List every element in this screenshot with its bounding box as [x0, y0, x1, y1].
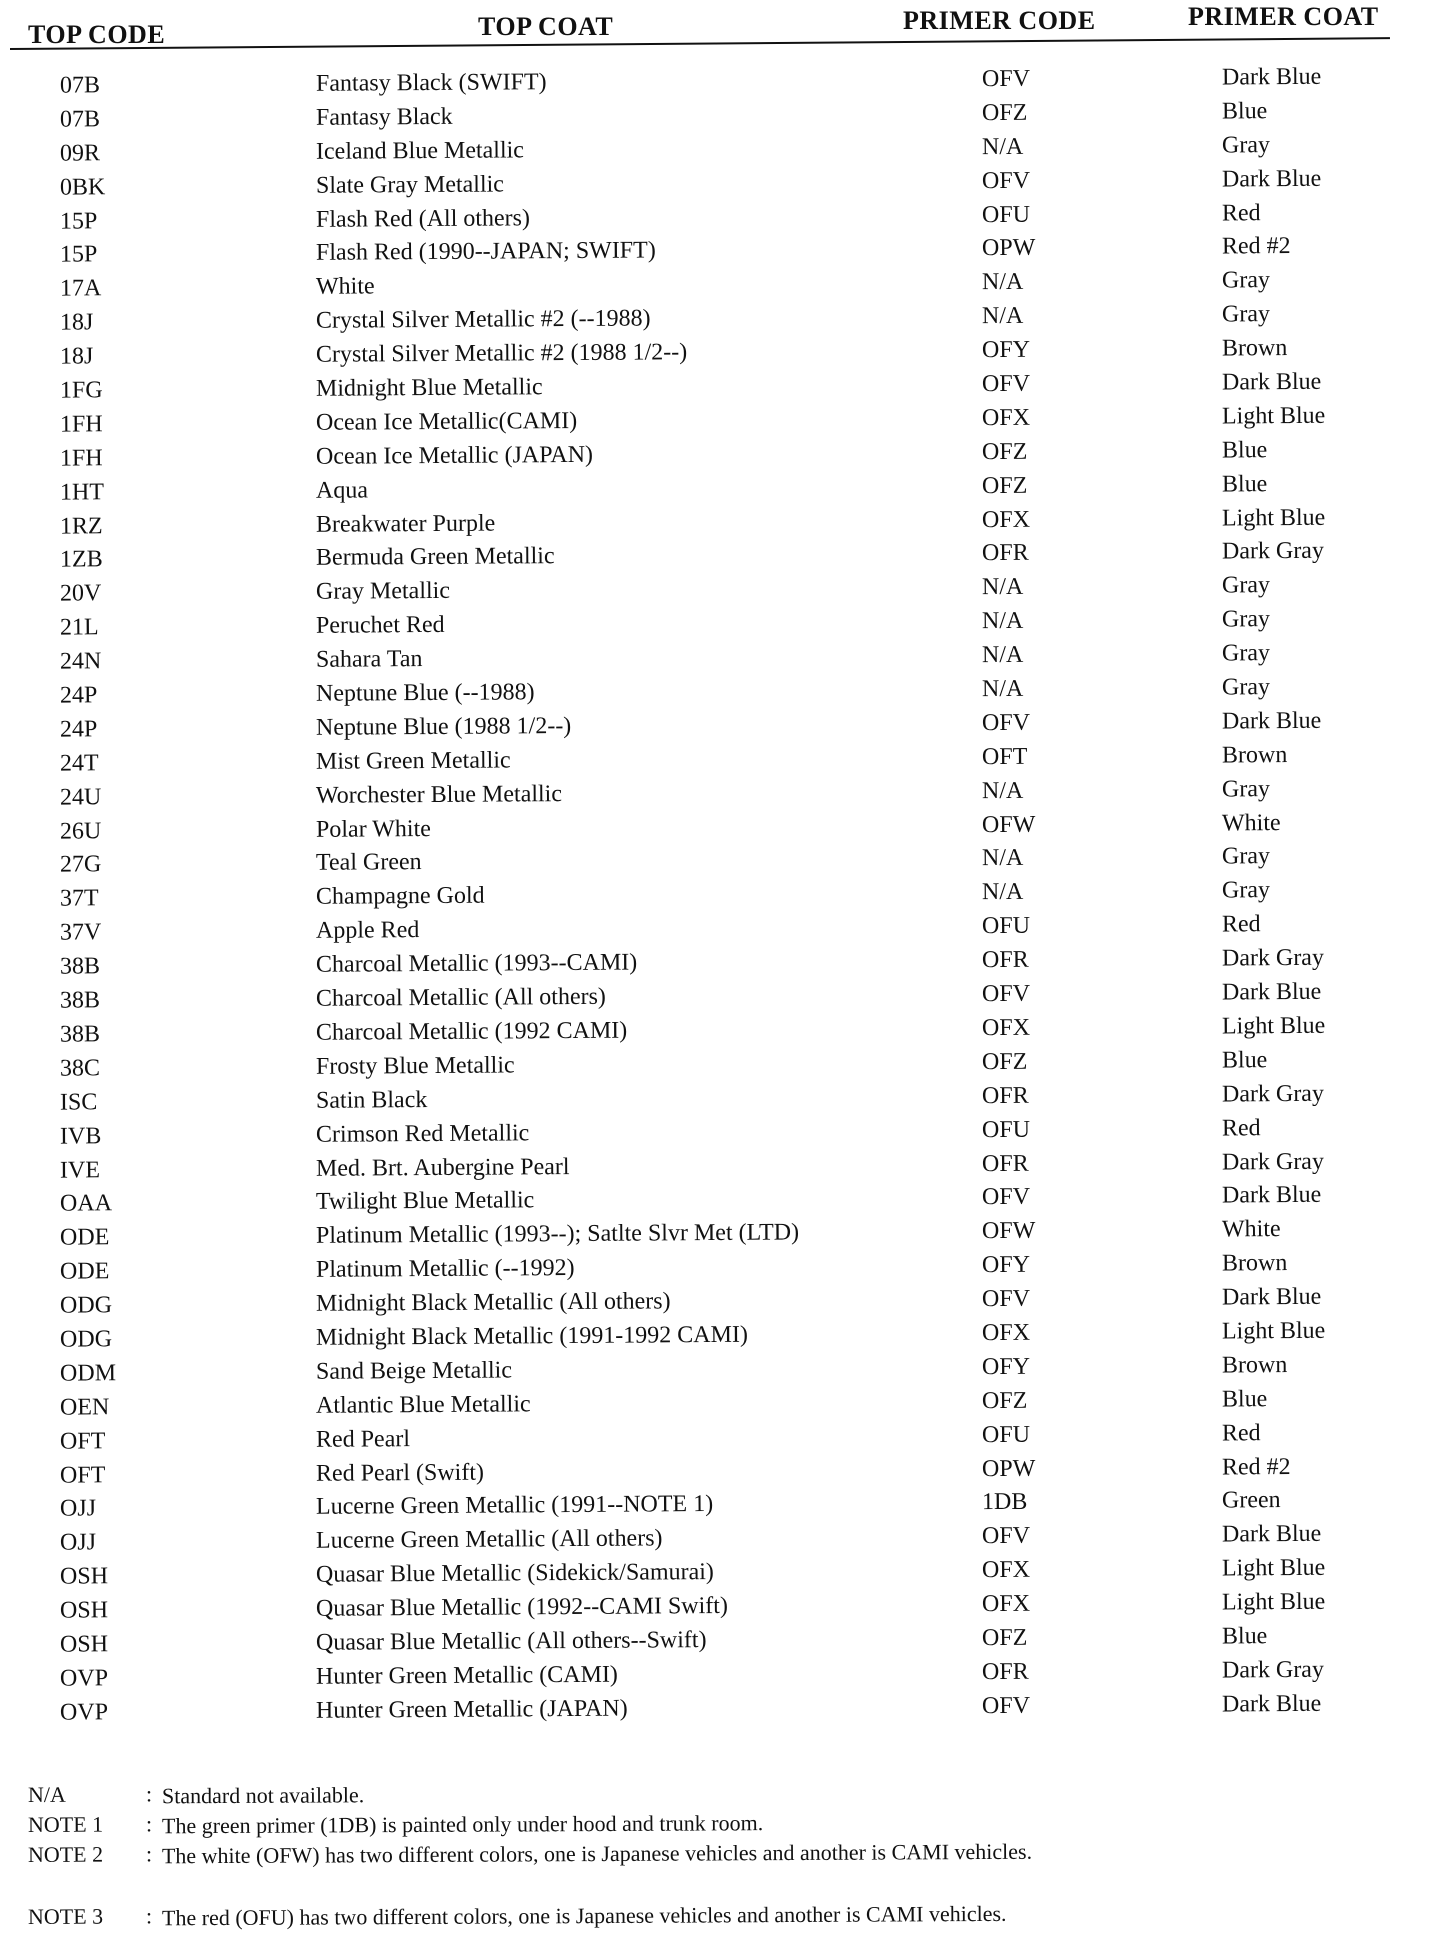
- cell-top-coat: Midnight Blue Metallic: [315, 374, 543, 402]
- cell-primer-coat: Dark Blue: [1221, 1283, 1322, 1311]
- cell-top-coat: Midnight Black Metallic (All others): [315, 1288, 671, 1317]
- cell-top-code: OFT: [59, 1461, 106, 1489]
- cell-top-code: 1HT: [59, 478, 105, 506]
- cell-primer-coat: Gray: [1221, 572, 1271, 599]
- cell-primer-code: OFY: [981, 1353, 1031, 1380]
- cell-primer-coat: Gray: [1221, 843, 1271, 870]
- cell-top-coat: Crystal Silver Metallic #2 (--1988): [315, 305, 651, 335]
- cell-primer-code: OFX: [981, 1014, 1031, 1042]
- cell-primer-code: OFV: [981, 370, 1031, 398]
- cell-primer-code: OPW: [981, 235, 1036, 262]
- cell-top-coat: Sahara Tan: [315, 646, 423, 673]
- cell-top-code: 37T: [59, 885, 99, 912]
- cell-primer-code: 1DB: [981, 1489, 1028, 1516]
- cell-top-code: 21L: [59, 614, 99, 641]
- cell-top-coat: Polar White: [315, 815, 431, 843]
- cell-top-coat: Neptune Blue (1988 1/2--): [315, 712, 572, 741]
- legend-separator: :: [145, 1811, 153, 1837]
- cell-primer-coat: Brown: [1221, 741, 1288, 769]
- cell-top-coat: Atlantic Blue Metallic: [315, 1391, 531, 1419]
- cell-primer-coat: Light Blue: [1221, 402, 1326, 430]
- legend-text: Standard not available.: [161, 1782, 365, 1809]
- cell-primer-code: OFV: [981, 1285, 1031, 1313]
- cell-primer-code: OFY: [981, 1251, 1031, 1279]
- cell-primer-coat: Dark Blue: [1221, 165, 1322, 193]
- cell-top-code: 24T: [59, 750, 99, 777]
- cell-primer-coat: Blue: [1221, 1046, 1268, 1074]
- cell-primer-code: OFW: [981, 811, 1036, 838]
- cell-top-coat: Gray Metallic: [315, 578, 451, 606]
- cell-top-code: 27G: [59, 851, 102, 879]
- cell-top-code: OSH: [59, 1597, 109, 1624]
- cell-primer-code: OFR: [981, 540, 1029, 567]
- cell-primer-code: OFW: [981, 1218, 1036, 1245]
- cell-top-code: 07B: [59, 106, 101, 133]
- cell-primer-code: OFR: [981, 1658, 1029, 1686]
- cell-top-code: 38C: [59, 1055, 101, 1082]
- cell-top-code: 37V: [59, 919, 102, 946]
- cell-top-code: 38B: [59, 987, 101, 1014]
- cell-primer-coat: Light Blue: [1221, 1317, 1326, 1345]
- legend-key: NOTE 1: [27, 1811, 104, 1837]
- cell-top-coat: Red Pearl: [315, 1425, 411, 1453]
- cell-top-code: ODG: [59, 1326, 113, 1353]
- cell-primer-coat: Light Blue: [1221, 1588, 1326, 1616]
- cell-primer-coat: Dark Blue: [1221, 707, 1322, 735]
- legend-key: NOTE 3: [27, 1903, 104, 1929]
- cell-primer-coat: Blue: [1221, 1385, 1268, 1413]
- header-primer-coat: PRIMER COAT: [1188, 2, 1379, 31]
- cell-top-code: OJJ: [59, 1495, 97, 1522]
- cell-top-code: OAA: [59, 1190, 113, 1217]
- cell-top-code: IVE: [59, 1156, 101, 1184]
- cell-primer-coat: Blue: [1221, 98, 1268, 125]
- cell-primer-coat: Dark Gray: [1221, 1656, 1325, 1684]
- cell-top-code: 17A: [59, 275, 102, 302]
- cell-top-code: 38B: [59, 1021, 101, 1048]
- cell-top-code: 24P: [59, 682, 98, 709]
- cell-top-code: 18J: [59, 309, 94, 336]
- cell-top-code: 38B: [59, 953, 101, 980]
- cell-primer-coat: Dark Blue: [1221, 1690, 1322, 1718]
- cell-top-coat: Apple Red: [315, 917, 420, 945]
- cell-top-code: ODG: [59, 1292, 113, 1319]
- cell-primer-coat: Gray: [1221, 674, 1271, 701]
- cell-primer-code: N/A: [981, 303, 1024, 330]
- cell-top-coat: Neptune Blue (--1988): [315, 679, 535, 707]
- cell-primer-coat: Light Blue: [1221, 1554, 1326, 1582]
- cell-primer-coat: Dark Blue: [1221, 978, 1322, 1006]
- cell-top-coat: Slate Gray Metallic: [315, 171, 505, 199]
- cell-top-coat: Frosty Blue Metallic: [315, 1052, 515, 1080]
- cell-top-coat: Bermuda Green Metallic: [315, 543, 555, 572]
- cell-primer-code: OFV: [981, 709, 1031, 737]
- cell-primer-coat: Dark Blue: [1221, 1182, 1322, 1209]
- cell-primer-code: OFV: [981, 1184, 1031, 1211]
- cell-primer-coat: Brown: [1221, 335, 1288, 362]
- cell-primer-coat: Red: [1221, 1419, 1261, 1447]
- cell-top-code: 1RZ: [59, 512, 103, 540]
- legend-separator: :: [145, 1781, 153, 1807]
- legend-key: NOTE 2: [27, 1841, 104, 1868]
- cell-top-coat: Charcoal Metallic (1993--CAMI): [315, 949, 638, 978]
- cell-top-code: 26U: [59, 817, 102, 845]
- cell-primer-code: OFZ: [981, 1624, 1028, 1652]
- cell-top-code: ODE: [59, 1258, 110, 1285]
- cell-top-code: OJJ: [59, 1529, 97, 1556]
- cell-primer-coat: Dark Blue: [1221, 1521, 1322, 1548]
- cell-top-code: 20V: [59, 580, 102, 607]
- cell-top-coat: Fantasy Black (SWIFT): [315, 69, 547, 97]
- cell-primer-code: OFX: [981, 506, 1031, 533]
- cell-primer-code: OFY: [981, 336, 1031, 364]
- cell-top-coat: Fantasy Black: [315, 103, 453, 131]
- cell-primer-coat: Red #2: [1221, 1453, 1291, 1480]
- cell-top-coat: Red Pearl (Swift): [315, 1459, 485, 1487]
- cell-top-coat: Ocean Ice Metallic(CAMI): [315, 407, 578, 436]
- cell-top-code: 1FH: [59, 411, 103, 438]
- legend-item: [28, 1897, 1328, 1934]
- cell-primer-code: OFX: [981, 404, 1031, 432]
- cell-primer-coat: Dark Blue: [1221, 368, 1322, 396]
- cell-primer-code: N/A: [981, 269, 1024, 296]
- cell-primer-coat: Gray: [1221, 640, 1271, 667]
- cell-top-coat: Ocean Ice Metallic (JAPAN): [315, 441, 594, 470]
- legend-separator: :: [145, 1841, 153, 1867]
- cell-primer-code: OFU: [981, 1421, 1031, 1448]
- cell-top-coat: Satin Black: [315, 1086, 428, 1114]
- legend-item: [28, 1835, 1328, 1904]
- cell-top-code: 15P: [59, 207, 98, 235]
- cell-primer-code: OFZ: [981, 99, 1028, 127]
- cell-primer-coat: White: [1221, 1216, 1281, 1243]
- cell-top-coat: Flash Red (1990--JAPAN; SWIFT): [315, 237, 656, 267]
- cell-top-code: ODE: [59, 1224, 110, 1251]
- cell-primer-coat: Gray: [1221, 775, 1271, 803]
- cell-primer-coat: Dark Gray: [1221, 538, 1325, 565]
- cell-top-code: OFT: [59, 1427, 106, 1455]
- cell-primer-coat: Gray: [1221, 606, 1271, 633]
- cell-top-coat: White: [315, 273, 375, 301]
- cell-primer-coat: Gray: [1221, 267, 1271, 294]
- cell-top-coat: Platinum Metallic (--1992): [315, 1255, 575, 1283]
- cell-top-code: OSH: [59, 1563, 109, 1590]
- cell-primer-coat: Gray: [1221, 301, 1271, 328]
- cell-top-coat: Teal Green: [315, 849, 422, 877]
- legend-text: The white (OFW) has two different colors, one is Japanese vehicles and another is CAMI vehicles.: [161, 1838, 1033, 1869]
- cell-primer-coat: Light Blue: [1221, 504, 1326, 532]
- cell-top-coat: Platinum Metallic (1993--); Satlte Slvr Met (LTD): [315, 1219, 800, 1250]
- cell-primer-code: N/A: [981, 777, 1024, 804]
- cell-top-code: OVP: [59, 1698, 109, 1726]
- cell-primer-coat: Dark Blue: [1221, 63, 1322, 91]
- cell-top-code: IVB: [59, 1122, 102, 1150]
- cell-primer-code: OFX: [981, 1556, 1031, 1584]
- cell-top-code: ISC: [59, 1089, 98, 1116]
- cell-top-code: OEN: [59, 1393, 110, 1421]
- cell-primer-code: N/A: [981, 879, 1024, 906]
- cell-primer-coat: Brown: [1221, 1351, 1288, 1379]
- cell-primer-code: OFV: [981, 65, 1031, 93]
- legend-key: N/A: [27, 1781, 66, 1807]
- cell-top-coat: Med. Brt. Aubergine Pearl: [315, 1153, 570, 1182]
- cell-primer-code: OFT: [981, 743, 1028, 770]
- cell-top-coat: Quasar Blue Metallic (Sidekick/Samurai): [315, 1559, 714, 1588]
- cell-top-coat: Worchester Blue Metallic: [315, 780, 563, 809]
- cell-top-code: OSH: [59, 1631, 109, 1658]
- legend-separator: :: [145, 1903, 153, 1929]
- cell-primer-code: OFU: [981, 913, 1031, 940]
- cell-primer-coat: Gray: [1221, 877, 1271, 904]
- cell-top-coat: Iceland Blue Metallic: [315, 137, 524, 165]
- cell-primer-coat: Light Blue: [1221, 1012, 1326, 1040]
- cell-top-coat: Midnight Black Metallic (1991-1992 CAMI): [315, 1321, 749, 1351]
- cell-primer-code: OFV: [981, 980, 1031, 1008]
- cell-primer-code: N/A: [981, 574, 1024, 601]
- cell-top-code: 15P: [59, 241, 98, 269]
- cell-top-coat: Crystal Silver Metallic #2 (1988 1/2--): [315, 339, 688, 368]
- cell-primer-coat: Red #2: [1221, 233, 1291, 260]
- header-top-code: TOP CODE: [28, 20, 166, 49]
- cell-primer-code: OFZ: [981, 472, 1028, 499]
- cell-top-code: 24P: [59, 716, 98, 743]
- legend-text: The red (OFU) has two different colors, one is Japanese vehicles and another is CAMI vehicles.: [161, 1900, 1007, 1931]
- cell-primer-coat: Brown: [1221, 1250, 1288, 1277]
- cell-primer-code: OPW: [981, 1455, 1036, 1482]
- cell-primer-code: N/A: [981, 608, 1024, 635]
- cell-top-coat: Quasar Blue Metallic (1992--CAMI Swift): [315, 1592, 728, 1622]
- cell-primer-coat: Green: [1221, 1487, 1281, 1514]
- header-primer-code: PRIMER CODE: [903, 6, 1096, 35]
- cell-top-coat: Flash Red (All others): [315, 204, 531, 233]
- cell-primer-coat: White: [1221, 809, 1281, 837]
- cell-primer-code: OFZ: [981, 1048, 1028, 1075]
- legend-notes: [28, 1782, 1328, 1934]
- cell-top-coat: Charcoal Metallic (1992 CAMI): [315, 1017, 628, 1046]
- cell-top-coat: Hunter Green Metallic (JAPAN): [315, 1695, 628, 1724]
- cell-top-code: OVP: [59, 1665, 109, 1692]
- cell-primer-code: N/A: [981, 133, 1024, 160]
- cell-top-coat: Hunter Green Metallic (CAMI): [315, 1661, 618, 1690]
- cell-top-coat: Breakwater Purple: [315, 510, 496, 538]
- cell-top-code: 24N: [59, 648, 102, 675]
- cell-primer-code: OFX: [981, 1319, 1031, 1347]
- cell-top-coat: Sand Beige Metallic: [315, 1357, 513, 1385]
- header-top-coat: TOP COAT: [478, 12, 614, 41]
- legend-text: The green primer (1DB) is painted only under hood and trunk room.: [161, 1810, 764, 1839]
- cell-top-code: 1FG: [59, 377, 103, 404]
- cell-primer-code: OFU: [981, 1116, 1031, 1143]
- cell-primer-code: OFR: [981, 1082, 1029, 1109]
- cell-top-coat: Peruchet Red: [315, 612, 445, 640]
- cell-top-code: ODM: [59, 1360, 117, 1387]
- cell-primer-coat: Blue: [1221, 436, 1268, 464]
- cell-primer-code: OFX: [981, 1590, 1031, 1618]
- cell-primer-coat: Dark Gray: [1221, 1080, 1325, 1108]
- cell-primer-code: OFZ: [981, 438, 1028, 465]
- cell-top-coat: Aqua: [315, 477, 369, 504]
- cell-top-code: 1FH: [59, 445, 103, 472]
- cell-top-coat: Lucerne Green Metallic (1991--NOTE 1): [315, 1491, 714, 1521]
- cell-primer-coat: Dark Gray: [1221, 1148, 1325, 1175]
- cell-primer-coat: Red: [1221, 199, 1261, 227]
- cell-top-code: 07B: [59, 72, 101, 99]
- cell-top-code: 1ZB: [59, 546, 103, 574]
- cell-primer-code: OFV: [981, 1692, 1031, 1719]
- cell-primer-code: N/A: [981, 845, 1024, 872]
- cell-top-coat: Twilight Blue Metallic: [315, 1187, 535, 1216]
- cell-top-coat: Lucerne Green Metallic (All others): [315, 1525, 663, 1555]
- cell-top-coat: Mist Green Metallic: [315, 747, 511, 775]
- cell-top-code: 0BK: [59, 173, 106, 201]
- cell-top-coat: Crimson Red Metallic: [315, 1119, 530, 1148]
- cell-primer-code: N/A: [981, 675, 1024, 703]
- cell-top-coat: Charcoal Metallic (All others): [315, 983, 606, 1012]
- cell-primer-code: OFU: [981, 201, 1031, 228]
- cell-primer-coat: Red: [1221, 911, 1261, 938]
- cell-top-code: 09R: [59, 140, 101, 167]
- cell-primer-code: OFZ: [981, 1387, 1028, 1414]
- cell-primer-coat: Blue: [1221, 1623, 1268, 1650]
- paint-code-table: [0, 63, 1440, 1731]
- cell-primer-coat: Dark Gray: [1221, 944, 1325, 972]
- cell-primer-coat: Red: [1221, 1114, 1261, 1142]
- cell-primer-coat: Gray: [1221, 131, 1271, 159]
- cell-top-coat: Quasar Blue Metallic (All others--Swift): [315, 1627, 707, 1656]
- cell-top-code: 18J: [59, 343, 94, 370]
- cell-primer-code: OFV: [981, 1523, 1031, 1550]
- cell-primer-code: N/A: [981, 641, 1024, 669]
- cell-top-code: 24U: [59, 783, 102, 811]
- cell-primer-code: OFV: [981, 167, 1031, 194]
- cell-primer-code: OFR: [981, 946, 1029, 974]
- cell-top-coat: Champagne Gold: [315, 882, 485, 911]
- cell-primer-code: OFR: [981, 1150, 1029, 1177]
- cell-primer-coat: Blue: [1221, 470, 1268, 498]
